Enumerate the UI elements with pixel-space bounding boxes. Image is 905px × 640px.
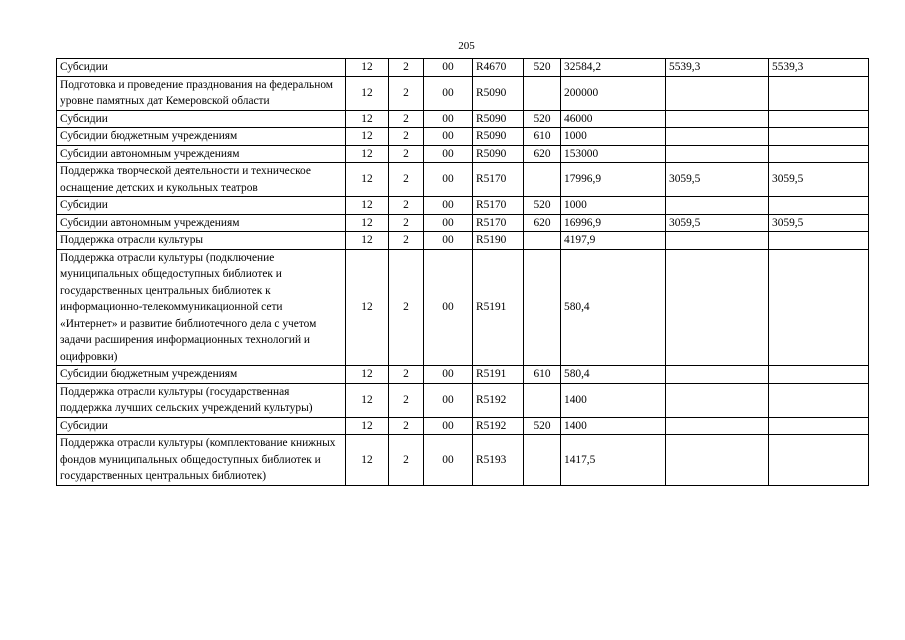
table-row	[57, 145, 869, 163]
row-section-cell: 12	[346, 59, 389, 77]
row-amount-2-cell	[666, 417, 769, 435]
page-number: 205	[458, 40, 475, 52]
row-section-cell: 12	[346, 366, 389, 384]
table-row	[57, 232, 869, 250]
row-amount-1-cell: 1400	[561, 383, 666, 417]
row-program-cell: 00	[424, 417, 473, 435]
row-amount-2-cell	[666, 145, 769, 163]
row-target-code-cell: R5170	[473, 214, 524, 232]
row-name-cell: Субсидии бюджетным учреждениям	[57, 128, 346, 146]
table-row	[57, 383, 869, 417]
row-amount-2-cell: 3059,5	[666, 163, 769, 197]
row-subsection-cell: 2	[389, 76, 424, 110]
row-amount-3-cell: 3059,5	[769, 214, 869, 232]
row-section-cell: 12	[346, 110, 389, 128]
row-name-cell: Субсидии бюджетным учреждениям	[57, 366, 346, 384]
row-expense-type-cell: 610	[524, 366, 561, 384]
row-expense-type-cell	[524, 76, 561, 110]
row-name-cell: Субсидии	[57, 59, 346, 77]
row-program-cell: 00	[424, 145, 473, 163]
row-amount-3-cell	[769, 435, 869, 486]
row-amount-3-cell	[769, 383, 869, 417]
row-program-cell: 00	[424, 214, 473, 232]
row-expense-type-cell: 520	[524, 417, 561, 435]
table-row	[57, 110, 869, 128]
row-expense-type-cell	[524, 249, 561, 366]
row-program-cell: 00	[424, 128, 473, 146]
row-section-cell: 12	[346, 417, 389, 435]
row-amount-3-cell	[769, 145, 869, 163]
row-expense-type-cell: 520	[524, 110, 561, 128]
row-name-cell: Поддержка отрасли культуры (комплектование книжных фондов муниципальных общедоступных библиотек и государственных центральных библиотек)	[57, 435, 346, 486]
table-row	[57, 435, 869, 486]
row-section-cell: 12	[346, 232, 389, 250]
row-subsection-cell: 2	[389, 163, 424, 197]
row-section-cell: 12	[346, 249, 389, 366]
row-amount-1-cell: 1417,5	[561, 435, 666, 486]
table-row	[57, 214, 869, 232]
row-subsection-cell: 2	[389, 197, 424, 215]
row-amount-2-cell	[666, 249, 769, 366]
row-section-cell: 12	[346, 383, 389, 417]
row-expense-type-cell: 610	[524, 128, 561, 146]
row-name-cell: Субсидии	[57, 197, 346, 215]
row-amount-1-cell: 1400	[561, 417, 666, 435]
row-target-code-cell: R5090	[473, 76, 524, 110]
row-subsection-cell: 2	[389, 366, 424, 384]
row-amount-2-cell	[666, 110, 769, 128]
row-amount-2-cell	[666, 435, 769, 486]
table-row	[57, 366, 869, 384]
row-target-code-cell: R4670	[473, 59, 524, 77]
row-subsection-cell: 2	[389, 383, 424, 417]
row-amount-1-cell: 580,4	[561, 366, 666, 384]
row-target-code-cell: R5090	[473, 128, 524, 146]
row-amount-1-cell: 1000	[561, 128, 666, 146]
table-row	[57, 128, 869, 146]
row-subsection-cell: 2	[389, 435, 424, 486]
table-row	[57, 76, 869, 110]
row-section-cell: 12	[346, 197, 389, 215]
row-subsection-cell: 2	[389, 249, 424, 366]
table-row	[57, 59, 869, 77]
table-row	[57, 417, 869, 435]
row-name-cell: Подготовка и проведение празднования на федеральном уровне памятных дат Кемеровской области	[57, 76, 346, 110]
row-name-cell: Субсидии автономным учреждениям	[57, 214, 346, 232]
row-program-cell: 00	[424, 383, 473, 417]
row-program-cell: 00	[424, 76, 473, 110]
row-name-cell: Субсидии	[57, 110, 346, 128]
row-target-code-cell: R5190	[473, 232, 524, 250]
row-amount-1-cell: 200000	[561, 76, 666, 110]
row-program-cell: 00	[424, 163, 473, 197]
row-subsection-cell: 2	[389, 417, 424, 435]
row-program-cell: 00	[424, 197, 473, 215]
row-amount-3-cell	[769, 232, 869, 250]
row-target-code-cell: R5193	[473, 435, 524, 486]
row-section-cell: 12	[346, 145, 389, 163]
row-program-cell: 00	[424, 435, 473, 486]
row-amount-3-cell	[769, 417, 869, 435]
row-amount-2-cell: 5539,3	[666, 59, 769, 77]
row-amount-1-cell: 4197,9	[561, 232, 666, 250]
row-name-cell: Субсидии автономным учреждениям	[57, 145, 346, 163]
row-name-cell: Субсидии	[57, 417, 346, 435]
table-row	[57, 197, 869, 215]
row-expense-type-cell	[524, 383, 561, 417]
row-amount-1-cell: 46000	[561, 110, 666, 128]
row-section-cell: 12	[346, 128, 389, 146]
row-target-code-cell: R5170	[473, 163, 524, 197]
row-program-cell: 00	[424, 249, 473, 366]
row-expense-type-cell	[524, 435, 561, 486]
row-amount-1-cell: 1000	[561, 197, 666, 215]
row-subsection-cell: 2	[389, 110, 424, 128]
row-name-cell: Поддержка отрасли культуры (подключение муниципальных общедоступных библиотек и государственных центральных библиотек к информационно-телекоммуникационной сети «Интернет» и развитие библиотечного дела с учетом задачи расширения информационных технологий и оцифровки)	[57, 249, 346, 366]
row-subsection-cell: 2	[389, 232, 424, 250]
row-target-code-cell: R5090	[473, 145, 524, 163]
row-section-cell: 12	[346, 214, 389, 232]
row-amount-2-cell: 3059,5	[666, 214, 769, 232]
row-expense-type-cell	[524, 232, 561, 250]
row-amount-2-cell	[666, 197, 769, 215]
row-program-cell: 00	[424, 232, 473, 250]
row-expense-type-cell	[524, 163, 561, 197]
row-amount-1-cell: 580,4	[561, 249, 666, 366]
row-name-cell: Поддержка отрасли культуры	[57, 232, 346, 250]
row-name-cell: Поддержка отрасли культуры (государственная поддержка лучших сельских учреждений культуры)	[57, 383, 346, 417]
row-amount-3-cell	[769, 197, 869, 215]
row-subsection-cell: 2	[389, 214, 424, 232]
row-section-cell: 12	[346, 435, 389, 486]
row-target-code-cell: R5090	[473, 110, 524, 128]
row-amount-1-cell: 32584,2	[561, 59, 666, 77]
table-row	[57, 163, 869, 197]
row-amount-2-cell	[666, 76, 769, 110]
row-amount-3-cell	[769, 249, 869, 366]
row-amount-3-cell: 5539,3	[769, 59, 869, 77]
row-amount-2-cell	[666, 383, 769, 417]
table-row	[57, 249, 869, 366]
row-target-code-cell: R5191	[473, 366, 524, 384]
row-target-code-cell: R5192	[473, 383, 524, 417]
row-program-cell: 00	[424, 110, 473, 128]
row-amount-3-cell	[769, 76, 869, 110]
row-program-cell: 00	[424, 366, 473, 384]
row-amount-1-cell: 153000	[561, 145, 666, 163]
row-target-code-cell: R5191	[473, 249, 524, 366]
row-section-cell: 12	[346, 163, 389, 197]
row-amount-3-cell	[769, 128, 869, 146]
row-target-code-cell: R5170	[473, 197, 524, 215]
row-amount-3-cell	[769, 366, 869, 384]
budget-table	[56, 58, 869, 486]
row-section-cell: 12	[346, 76, 389, 110]
row-name-cell: Поддержка творческой деятельности и техническое оснащение детских и кукольных театров	[57, 163, 346, 197]
row-amount-1-cell: 16996,9	[561, 214, 666, 232]
row-amount-2-cell	[666, 128, 769, 146]
row-expense-type-cell: 620	[524, 145, 561, 163]
row-expense-type-cell: 520	[524, 59, 561, 77]
row-subsection-cell: 2	[389, 145, 424, 163]
row-subsection-cell: 2	[389, 59, 424, 77]
row-amount-2-cell	[666, 232, 769, 250]
row-expense-type-cell: 520	[524, 197, 561, 215]
row-amount-2-cell	[666, 366, 769, 384]
row-subsection-cell: 2	[389, 128, 424, 146]
row-expense-type-cell: 620	[524, 214, 561, 232]
row-amount-3-cell	[769, 110, 869, 128]
row-program-cell: 00	[424, 59, 473, 77]
row-amount-3-cell: 3059,5	[769, 163, 869, 197]
row-amount-1-cell: 17996,9	[561, 163, 666, 197]
row-target-code-cell: R5192	[473, 417, 524, 435]
